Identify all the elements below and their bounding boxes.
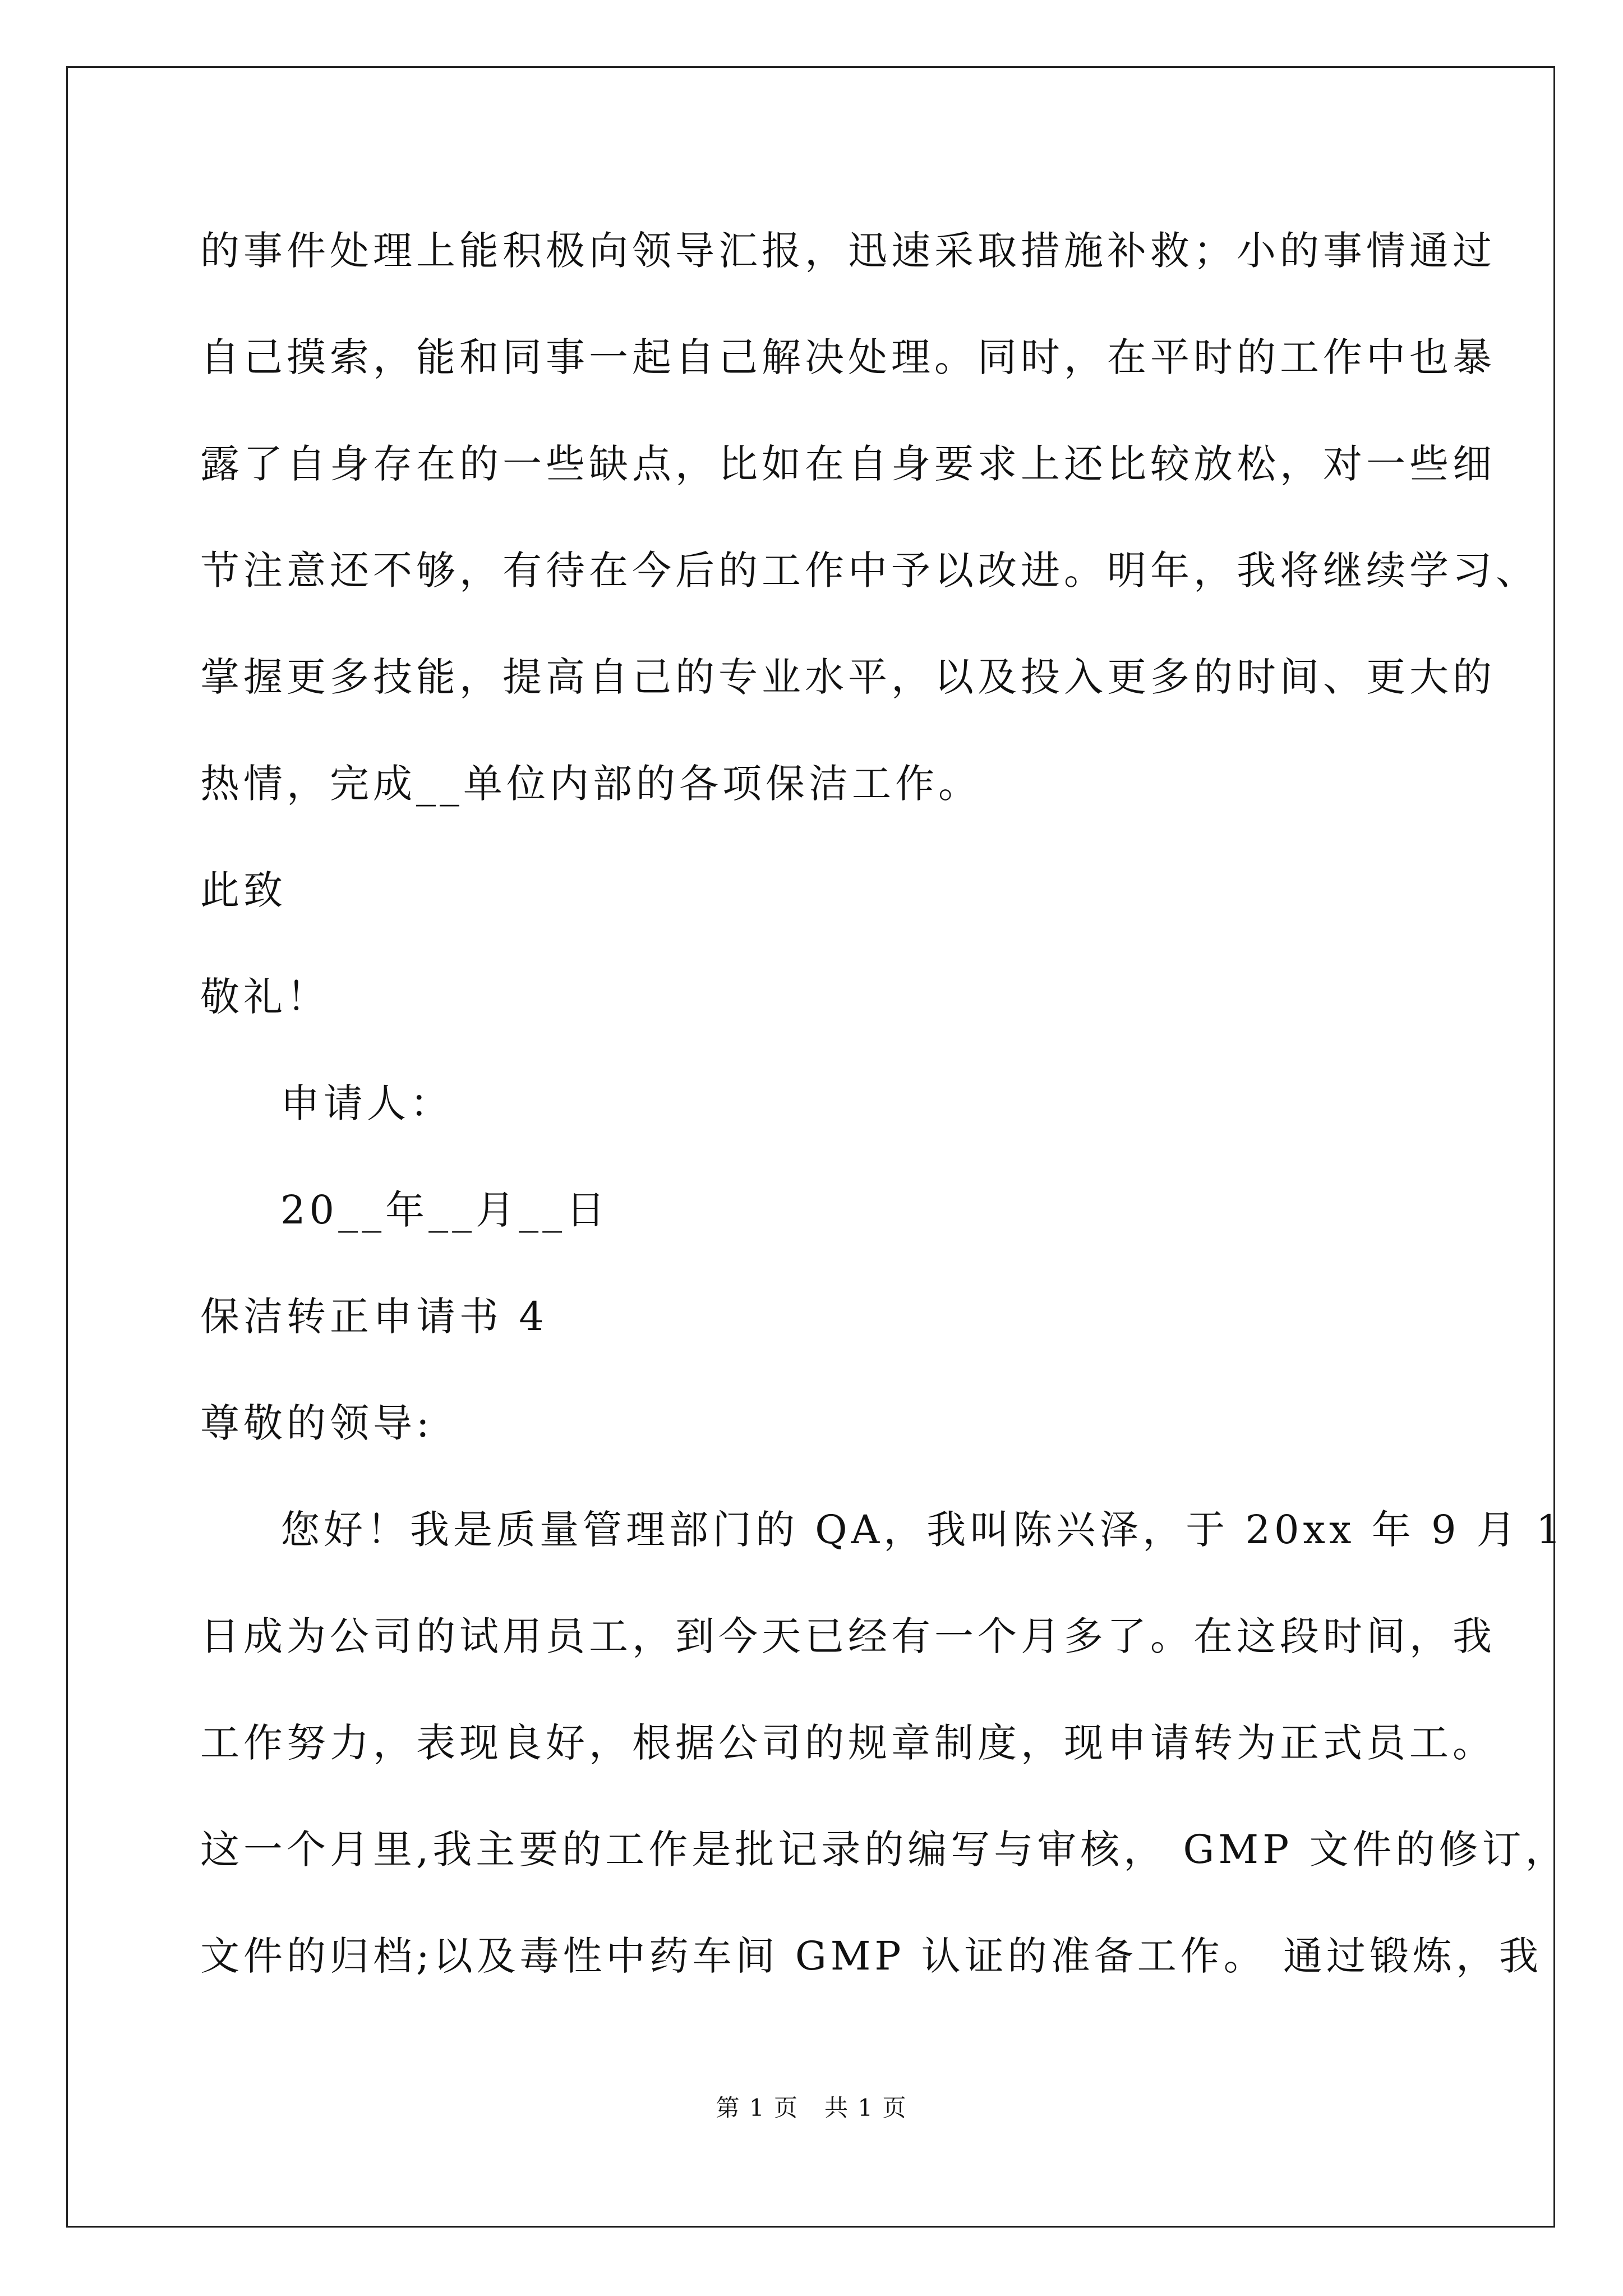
body-line-11: 文件的归档;以及毒性中药车间 GMP 认证的准备工作。 通过锻炼，我: [200, 1933, 1543, 1979]
section-heading: 保洁转正申请书 4: [200, 1294, 548, 1340]
body-line-5: 掌握更多技能，提高自己的专业水平，以及投入更多的时间、更大的: [200, 654, 1496, 700]
closing-greeting: 此致: [200, 867, 287, 913]
body-line-4: 节注意还不够，有待在今后的工作中予以改进。明年，我将继续学习、: [200, 547, 1539, 593]
page-border: [66, 66, 1555, 2228]
body-line-2: 自己摸索，能和同事一起自己解决处理。同时，在平时的工作中也暴: [200, 334, 1496, 380]
body-line-10: 这一个月里,我主要的工作是批记录的编写与审核， GMP 文件的修订，: [200, 1826, 1569, 1872]
body-line-8: 日成为公司的试用员工，到今天已经有一个月多了。在这段时间，我: [200, 1613, 1496, 1659]
body-line-1: 的事件处理上能积极向领导汇报，迅速采取措施补救；小的事情通过: [200, 228, 1496, 274]
page-footer: 第 1 页 共 1 页: [716, 2094, 907, 2122]
salutation: 尊敬的领导:: [200, 1400, 434, 1446]
applicant-label: 申请人：: [280, 1080, 453, 1126]
body-line-6: 热情，完成__单位内部的各项保洁工作。: [200, 761, 981, 807]
body-line-3: 露了自身存在的一些缺点，比如在自身要求上还比较放松，对一些细: [200, 441, 1496, 487]
body-line-7: 您好！我是质量管理部门的 QA，我叫陈兴泽，于 20xx 年 9 月 1: [280, 1507, 1565, 1553]
closing-salute: 敬礼！: [200, 974, 330, 1020]
body-line-9: 工作努力，表现良好，根据公司的规章制度，现申请转为正式员工。: [200, 1720, 1496, 1766]
date-line: 20__年__月__日: [280, 1187, 610, 1233]
